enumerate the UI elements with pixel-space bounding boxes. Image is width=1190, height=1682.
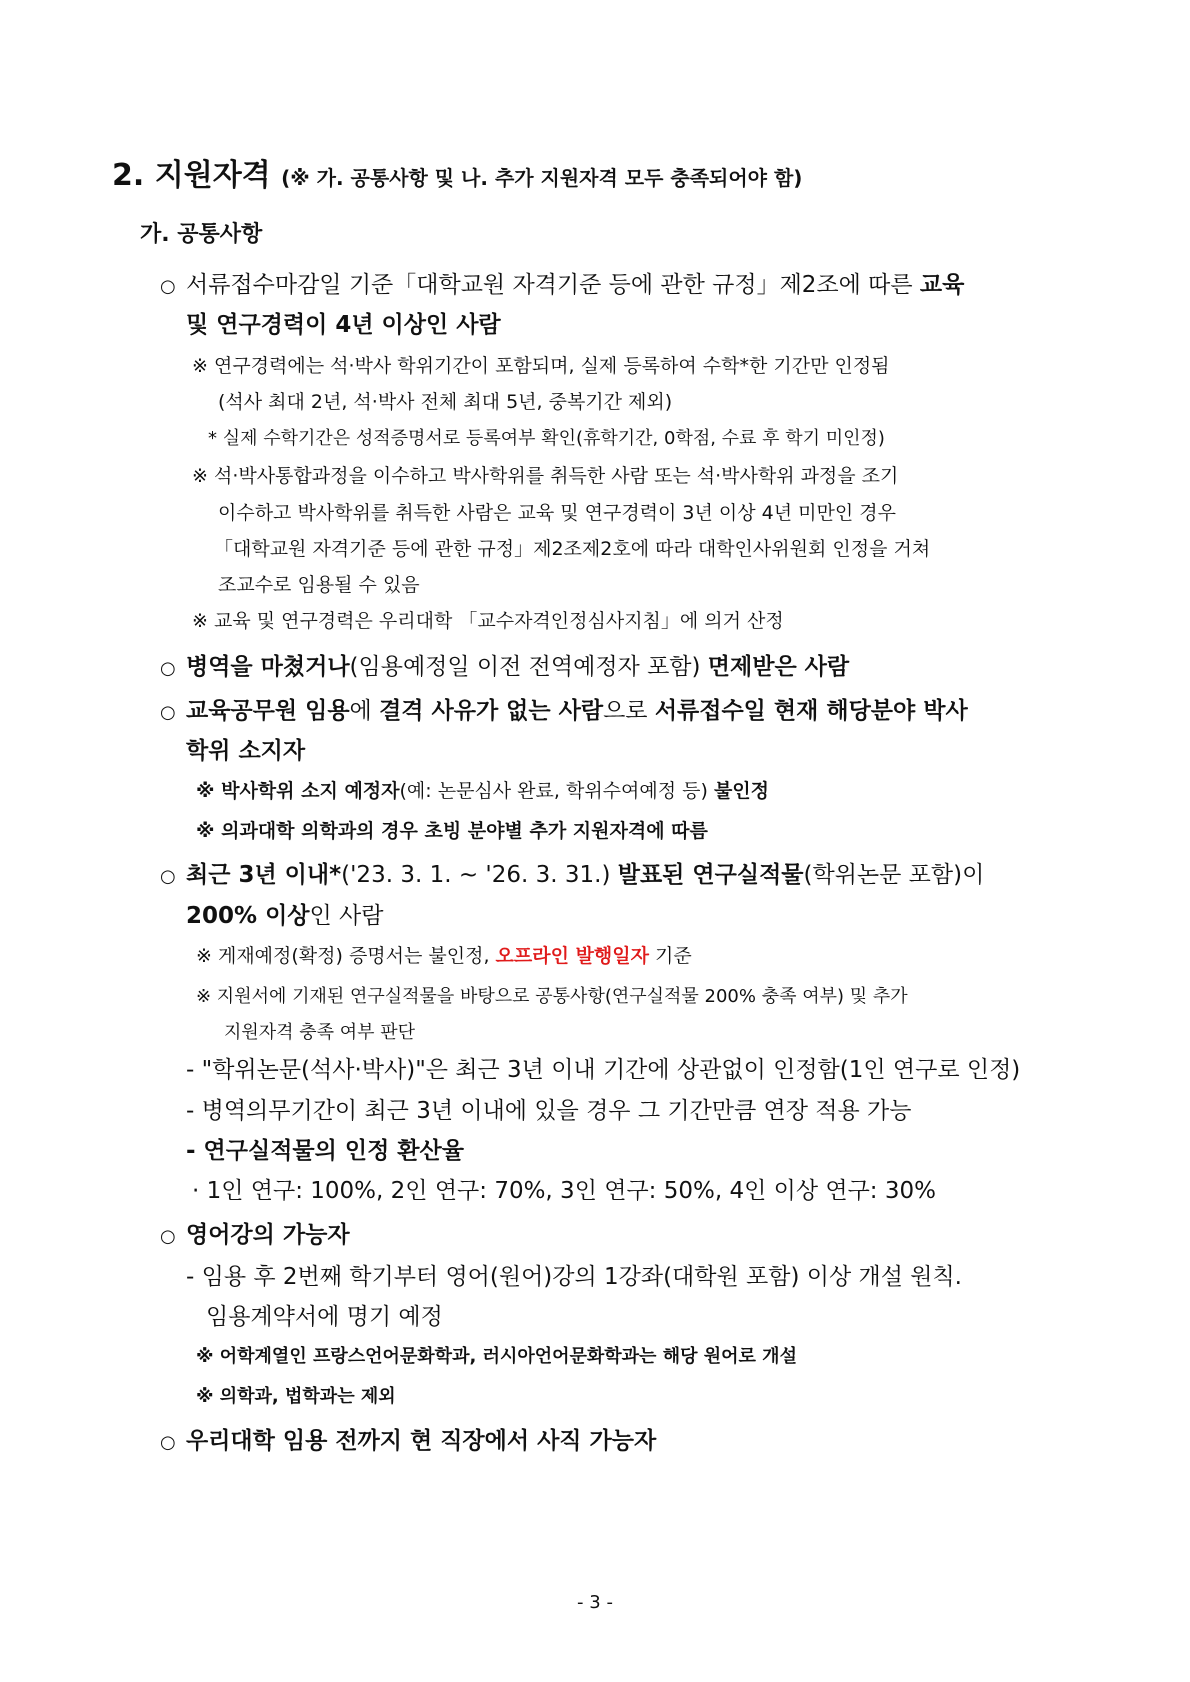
section-subtitle: (※ 가. 공통사항 및 나. 추가 지원자격 모두 충족되어야 함) [281, 166, 803, 190]
section-title: 지원자격 [154, 158, 271, 193]
english-line: ○ 영어강의 가능자 [160, 1222, 350, 1248]
degree-line2: 학위 소지자 [186, 738, 306, 764]
bullet-circle: ○ [160, 866, 176, 887]
military-line: ○ 병역을 마쳤거나(임용예정일 이전 전역예정자 포함) 면제받은 사람 [160, 654, 850, 680]
section-heading [112, 158, 802, 194]
english-dash-line2: 임용계약서에 명기 예정 [206, 1304, 443, 1330]
offline-date-highlight: 오프라인 발행일자 [495, 945, 649, 967]
research-note2-line2: 지원자격 충족 여부 판단 [224, 1022, 416, 1043]
bullet-circle: ○ [160, 1432, 176, 1453]
english-dash-line1: - 임용 후 2번째 학기부터 영어(원어)강의 1강좌(대학원 포함) 이상 개설 원칙. [186, 1264, 962, 1290]
edu-exp-note2-line4: 조교수로 임용될 수 있음 [218, 574, 420, 596]
english-note2: ※ 의학과, 법학과는 제외 [196, 1386, 396, 1407]
bullet-circle: ○ [160, 658, 176, 679]
bullet-circle: ○ [160, 702, 176, 723]
research-rates: · 1인 연구: 100%, 2인 연구: 70%, 3인 연구: 50%, 4인 이상 연구: 30% [192, 1178, 936, 1204]
research-dash2: - 병역의무기간이 최근 3년 이내에 있을 경우 그 기간만큼 연장 적용 가능 [186, 1098, 912, 1124]
edu-exp-line2: 및 연구경력이 4년 이상인 사람 [186, 312, 501, 338]
edu-exp-note1-line1: ※ 연구경력에는 석·박사 학위기간이 포함되며, 실제 등록하여 수학*한 기간만 인정됨 [192, 355, 890, 377]
edu-exp-note2-line3: 「대학교원 자격기준 등에 관한 규정」제2조제2호에 따라 대학인사위원회 인정을 거쳐 [214, 538, 931, 560]
degree-note1: ※ 박사학위 소지 예정자(예: 논문심사 완료, 학위수여예정 등) 불인정 [196, 780, 769, 802]
degree-note2: ※ 의과대학 의학과의 경우 초빙 분야별 추가 지원자격에 따름 [196, 820, 708, 842]
edu-exp-note1-line2: (석사 최대 2년, 석·박사 전체 최대 5년, 중복기간 제외) [218, 391, 673, 413]
research-line2: 200% 이상인 사람 [186, 903, 384, 929]
section-number: 2. [112, 158, 145, 193]
research-line1: ○ 최근 3년 이내*('23. 3. 1. ~ '26. 3. 31.) 발표된 연구실적물(학위논문 포함)이 [160, 862, 985, 888]
subsection-heading: 가. 공통사항 [140, 222, 263, 247]
page-number: - 3 - [577, 1592, 613, 1613]
research-dash1: - "학위논문(석사·박사)"은 최근 3년 이내 기간에 상관없이 인정함(1인 연구로 인정) [186, 1057, 1021, 1083]
research-note2-line1: ※ 지원서에 기재된 연구실적물을 바탕으로 공통사항(연구실적물 200% 충족 여부) 및 추가 [196, 986, 908, 1007]
edu-exp-note3: ※ 교육 및 연구경력은 우리대학 「교수자격인정심사지침」에 의거 산정 [192, 610, 784, 632]
bullet-circle: ○ [160, 1226, 176, 1247]
bullet-circle: ○ [160, 276, 176, 297]
edu-exp-line1: ○ 서류접수마감일 기준「대학교원 자격기준 등에 관한 규정」제2조에 따른 교육 [160, 272, 965, 298]
edu-exp-note2-line1: ※ 석·박사통합과정을 이수하고 박사학위를 취득한 사람 또는 석·박사학위 과정을 조기 [192, 465, 899, 487]
research-dash3: - 연구실적물의 인정 환산율 [186, 1138, 464, 1164]
resign-line: ○ 우리대학 임용 전까지 현 직장에서 사직 가능자 [160, 1428, 657, 1454]
edu-exp-note2-line2: 이수하고 박사학위를 취득한 사람은 교육 및 연구경력이 3년 이상 4년 미만인 경우 [218, 502, 896, 524]
edu-exp-note1-footnote: * 실제 수학기간은 성적증명서로 등록여부 확인(휴학기간, 0학점, 수료 후 학기 미인정) [208, 428, 885, 449]
degree-line1: ○ 교육공무원 임용에 결격 사유가 없는 사람으로 서류접수일 현재 해당분야 박사 [160, 698, 968, 724]
english-note1: ※ 어학계열인 프랑스언어문화학과, 러시아언어문화학과는 해당 원어로 개설 [196, 1346, 797, 1367]
research-note1: ※ 게재예정(확정) 증명서는 불인정, 오프라인 발행일자 기준 [196, 945, 692, 967]
